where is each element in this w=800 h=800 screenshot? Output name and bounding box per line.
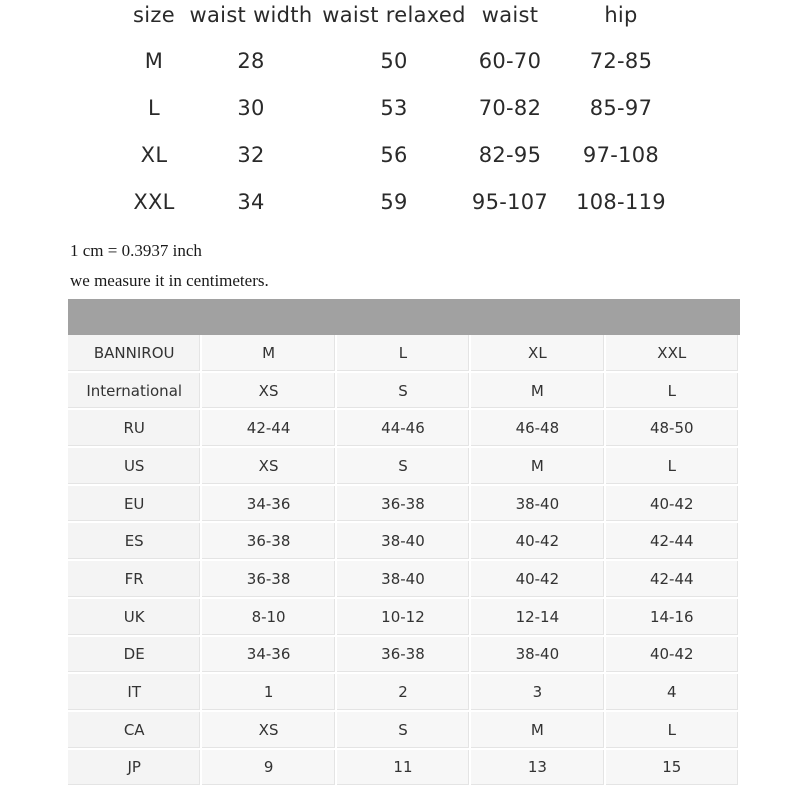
table-cell: 1: [202, 674, 336, 712]
hip-cell: 85-97: [589, 96, 653, 120]
table-cell: S: [337, 712, 471, 750]
table-cell: 9: [202, 750, 336, 788]
header-size: size: [133, 3, 175, 27]
table-cell: 38-40: [471, 486, 605, 524]
row-label: BANNIROU: [68, 335, 202, 373]
table-row: [68, 410, 740, 448]
table-row: [68, 373, 740, 411]
header-waist-width: waist width: [189, 3, 313, 27]
row-label: International: [68, 373, 202, 411]
size-table-row: [0, 187, 800, 227]
table-cell: 42-44: [606, 561, 740, 599]
header-waist-relaxed: waist relaxed: [322, 3, 466, 27]
size-table-row: [0, 140, 800, 180]
table-cell: XS: [202, 712, 336, 750]
size-table-header-row: [0, 0, 800, 40]
table-cell: 14-16: [606, 599, 740, 637]
table-cell: 38-40: [471, 637, 605, 675]
waist-cell: 82-95: [478, 143, 542, 167]
table-cell: 36-38: [337, 637, 471, 675]
table-row: [68, 335, 740, 373]
size-table-row: [0, 46, 800, 86]
table-cell: XL: [471, 335, 605, 373]
size-conversion-table: [68, 299, 740, 787]
hip-cell: 108-119: [576, 190, 666, 214]
table-cell: L: [606, 448, 740, 486]
conversion-note: 1 cm = 0.3937 inch: [70, 241, 202, 260]
size-table-row: [0, 93, 800, 133]
table-cell: 10-12: [337, 599, 471, 637]
waist-width-cell: 32: [237, 143, 265, 167]
row-label: UK: [68, 599, 202, 637]
row-label: RU: [68, 410, 202, 448]
table-cell: XXL: [606, 335, 740, 373]
waist-width-cell: 34: [237, 190, 265, 214]
table-row: [68, 486, 740, 524]
waist-cell: 70-82: [478, 96, 542, 120]
table-cell: 36-38: [202, 561, 336, 599]
table-row: [68, 561, 740, 599]
header-waist: waist: [481, 3, 539, 27]
table-cell: 3: [471, 674, 605, 712]
table-cell: 38-40: [337, 523, 471, 561]
table-cell: 34-36: [202, 486, 336, 524]
table-cell: 48-50: [606, 410, 740, 448]
hip-cell: 97-108: [582, 143, 660, 167]
table-cell: 46-48: [471, 410, 605, 448]
table-cell: 15: [606, 750, 740, 788]
table-cell: M: [471, 448, 605, 486]
row-label: EU: [68, 486, 202, 524]
table-cell: 40-42: [606, 486, 740, 524]
table-cell: 12-14: [471, 599, 605, 637]
row-label: ES: [68, 523, 202, 561]
size-cell: L: [148, 96, 160, 120]
table-row: [68, 448, 740, 486]
table-cell: S: [337, 373, 471, 411]
table-cell: L: [606, 373, 740, 411]
table-cell: 13: [471, 750, 605, 788]
waist-cell: 95-107: [471, 190, 549, 214]
table-cell: XS: [202, 448, 336, 486]
row-label: US: [68, 448, 202, 486]
size-cell: M: [144, 49, 164, 73]
table-cell: 34-36: [202, 637, 336, 675]
waist-relaxed-cell: 50: [380, 49, 408, 73]
header-hip: hip: [604, 3, 638, 27]
unit-note: we measure it in centimeters.: [70, 271, 269, 290]
table-row: [68, 637, 740, 675]
table-cell: L: [606, 712, 740, 750]
table-cell: 8-10: [202, 599, 336, 637]
waist-cell: 60-70: [478, 49, 542, 73]
table-row: [68, 674, 740, 712]
table-cell: 40-42: [606, 637, 740, 675]
size-cell: XL: [140, 143, 168, 167]
table-cell: M: [471, 373, 605, 411]
table-cell: 44-46: [337, 410, 471, 448]
table-cell: 4: [606, 674, 740, 712]
waist-relaxed-cell: 59: [380, 190, 408, 214]
table-cell: 40-42: [471, 523, 605, 561]
table-row: [68, 599, 740, 637]
table-cell: 36-38: [202, 523, 336, 561]
size-cell: XXL: [133, 190, 175, 214]
table-cell: M: [471, 712, 605, 750]
waist-width-cell: 28: [237, 49, 265, 73]
table-cell: 36-38: [337, 486, 471, 524]
table-cell: M: [202, 335, 336, 373]
row-label: FR: [68, 561, 202, 599]
table-cell: 42-44: [606, 523, 740, 561]
table-row: [68, 750, 740, 788]
hip-cell: 72-85: [589, 49, 653, 73]
row-label: IT: [68, 674, 202, 712]
row-label: CA: [68, 712, 202, 750]
conversion-table-header-bar: [68, 299, 740, 335]
table-cell: L: [337, 335, 471, 373]
table-row: [68, 712, 740, 750]
table-cell: XS: [202, 373, 336, 411]
table-cell: 42-44: [202, 410, 336, 448]
table-cell: 40-42: [471, 561, 605, 599]
waist-relaxed-cell: 56: [380, 143, 408, 167]
waist-relaxed-cell: 53: [380, 96, 408, 120]
table-cell: 2: [337, 674, 471, 712]
row-label: DE: [68, 637, 202, 675]
table-cell: 38-40: [337, 561, 471, 599]
row-label: JP: [68, 750, 202, 788]
table-row: [68, 523, 740, 561]
table-cell: S: [337, 448, 471, 486]
table-cell: 11: [337, 750, 471, 788]
waist-width-cell: 30: [237, 96, 265, 120]
